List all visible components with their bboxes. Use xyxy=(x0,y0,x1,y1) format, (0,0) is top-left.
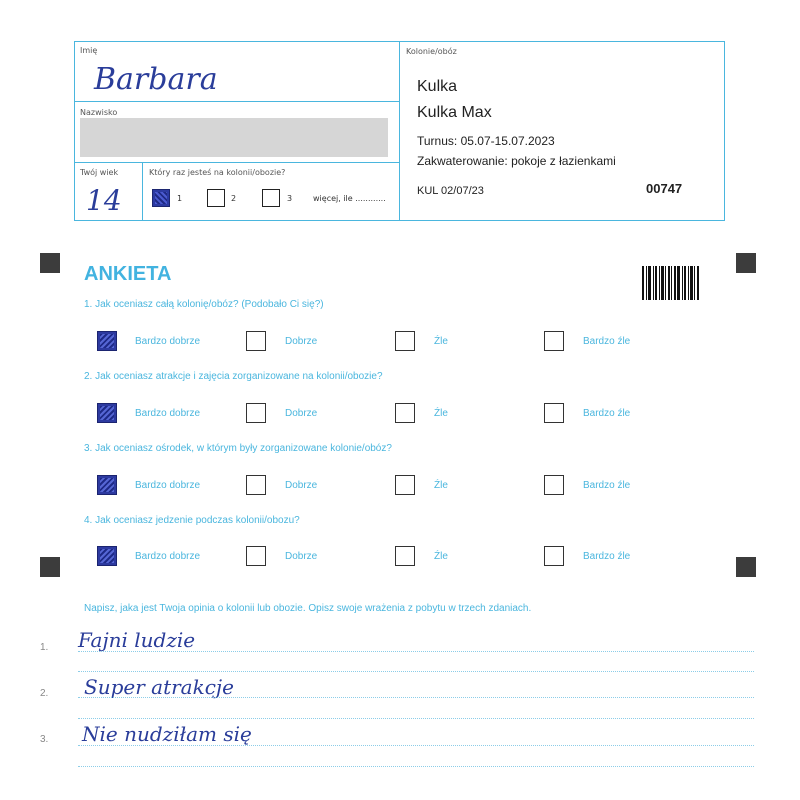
question-4-text: 4. Jak oceniasz jedzenie podczas kolonii/obozu? xyxy=(84,515,300,526)
q4-option-bad-label: Źle xyxy=(434,551,448,562)
times-checkbox-2[interactable] xyxy=(207,189,225,207)
q1-option-very-good-label: Bardzo dobrze xyxy=(135,336,201,347)
times-option-2-label: 2 xyxy=(231,194,237,203)
camp-program: Kulka Max xyxy=(417,104,492,121)
header-divider-surname xyxy=(74,162,400,163)
q4-option-very-good-checkbox[interactable] xyxy=(97,546,117,566)
camp-accommodation-value: pokoje z łazienkami xyxy=(511,154,616,168)
header-divider-vertical xyxy=(399,41,400,221)
q1-option-good-label: Dobrze xyxy=(285,336,318,347)
age-label: Twój wiek xyxy=(80,168,119,177)
answer-2-line-secondary xyxy=(78,718,754,719)
q3-option-very-good-checkbox[interactable] xyxy=(97,475,117,495)
barcode xyxy=(642,266,699,300)
registration-marker-bottom-right xyxy=(736,557,756,577)
name-label: Imię xyxy=(80,46,98,55)
q1-option-very-bad-label: Bardzo źle xyxy=(583,336,631,347)
question-2-text: 2. Jak oceniasz atrakcje i zajęcia zorganizowane na kolonii/obozie? xyxy=(84,371,383,382)
q2-option-very-bad-label: Bardzo źle xyxy=(583,408,631,419)
q1-option-bad-label: Źle xyxy=(434,336,448,347)
times-checkbox-3[interactable] xyxy=(262,189,280,207)
answer-2-text[interactable]: Super atrakcje xyxy=(84,675,234,699)
answer-3-number: 3. xyxy=(40,734,49,745)
header-divider-name xyxy=(74,101,400,102)
answer-3-line-secondary xyxy=(78,766,754,767)
q3-option-bad-label: Źle xyxy=(434,480,448,491)
q2-option-good-label: Dobrze xyxy=(285,408,318,419)
question-1-text: 1. Jak oceniasz całą kolonię/obóz? (Podobało Ci się?) xyxy=(84,299,324,310)
q2-option-bad-label: Źle xyxy=(434,408,448,419)
q2-option-bad-checkbox[interactable] xyxy=(395,403,415,423)
camp-label: Kolonie/obóz xyxy=(406,47,457,56)
times-option-3-label: 3 xyxy=(287,194,293,203)
times-label: Który raz jesteś na kolonii/obozie? xyxy=(149,168,286,177)
survey-title: ANKIETA xyxy=(84,263,172,285)
header-divider-age xyxy=(142,162,143,221)
name-value[interactable]: Barbara xyxy=(94,62,218,97)
q4-option-good-checkbox[interactable] xyxy=(246,546,266,566)
answer-1-text[interactable]: Fajni ludzie xyxy=(78,628,196,652)
camp-turnus-label: Turnus: xyxy=(417,134,458,148)
times-option-1-label: 1 xyxy=(177,194,183,203)
q3-option-good-label: Dobrze xyxy=(285,480,318,491)
q2-option-very-good-checkbox[interactable] xyxy=(97,403,117,423)
times-more-label: więcej, ile ............ xyxy=(313,194,386,203)
camp-code: KUL 02/07/23 xyxy=(417,185,484,197)
answer-2-line xyxy=(78,697,754,698)
age-value[interactable]: 14 xyxy=(86,184,122,217)
q2-option-very-bad-checkbox[interactable] xyxy=(544,403,564,423)
answer-2-number: 2. xyxy=(40,688,49,699)
answer-1-number: 1. xyxy=(40,642,49,653)
registration-marker-bottom-left xyxy=(40,557,60,577)
answer-3-line xyxy=(78,745,754,746)
registration-marker-top-left xyxy=(40,253,60,273)
q1-option-bad-checkbox[interactable] xyxy=(395,331,415,351)
q3-option-good-checkbox[interactable] xyxy=(246,475,266,495)
registration-marker-top-right xyxy=(736,253,756,273)
q1-option-good-checkbox[interactable] xyxy=(246,331,266,351)
q3-option-very-bad-label: Bardzo źle xyxy=(583,480,631,491)
answer-1-line-secondary xyxy=(78,671,754,672)
camp-number: 00747 xyxy=(646,181,683,196)
camp-turnus xyxy=(417,134,555,148)
q2-option-very-good-label: Bardzo dobrze xyxy=(135,408,201,419)
camp-accommodation-label: Zakwaterowanie: xyxy=(417,154,508,168)
times-checkbox-1[interactable] xyxy=(152,189,170,207)
camp-turnus-value: 05.07-15.07.2023 xyxy=(460,134,555,148)
q4-option-very-bad-label: Bardzo źle xyxy=(583,551,631,562)
camp-name: Kulka xyxy=(417,78,458,95)
q2-option-good-checkbox[interactable] xyxy=(246,403,266,423)
answer-3-text[interactable]: Nie nudziłam się xyxy=(82,722,252,746)
q1-option-very-good-checkbox[interactable] xyxy=(97,331,117,351)
q3-option-bad-checkbox[interactable] xyxy=(395,475,415,495)
q4-option-very-bad-checkbox[interactable] xyxy=(544,546,564,566)
surname-label: Nazwisko xyxy=(80,108,118,117)
question-3-text: 3. Jak oceniasz ośrodek, w którym były zorganizowane kolonie/obóz? xyxy=(84,443,392,454)
q1-option-very-bad-checkbox[interactable] xyxy=(544,331,564,351)
open-question-instruction: Napisz, jaka jest Twoja opinia o kolonii lub obozie. Opisz swoje wrażenia z pobytu w trzech zdaniach. xyxy=(84,603,532,614)
q4-option-bad-checkbox[interactable] xyxy=(395,546,415,566)
q3-option-very-good-label: Bardzo dobrze xyxy=(135,480,201,491)
answer-1-line xyxy=(78,651,754,652)
q4-option-good-label: Dobrze xyxy=(285,551,318,562)
surname-redacted xyxy=(80,118,388,157)
q3-option-very-bad-checkbox[interactable] xyxy=(544,475,564,495)
camp-accommodation xyxy=(417,154,616,168)
q4-option-very-good-label: Bardzo dobrze xyxy=(135,551,201,562)
